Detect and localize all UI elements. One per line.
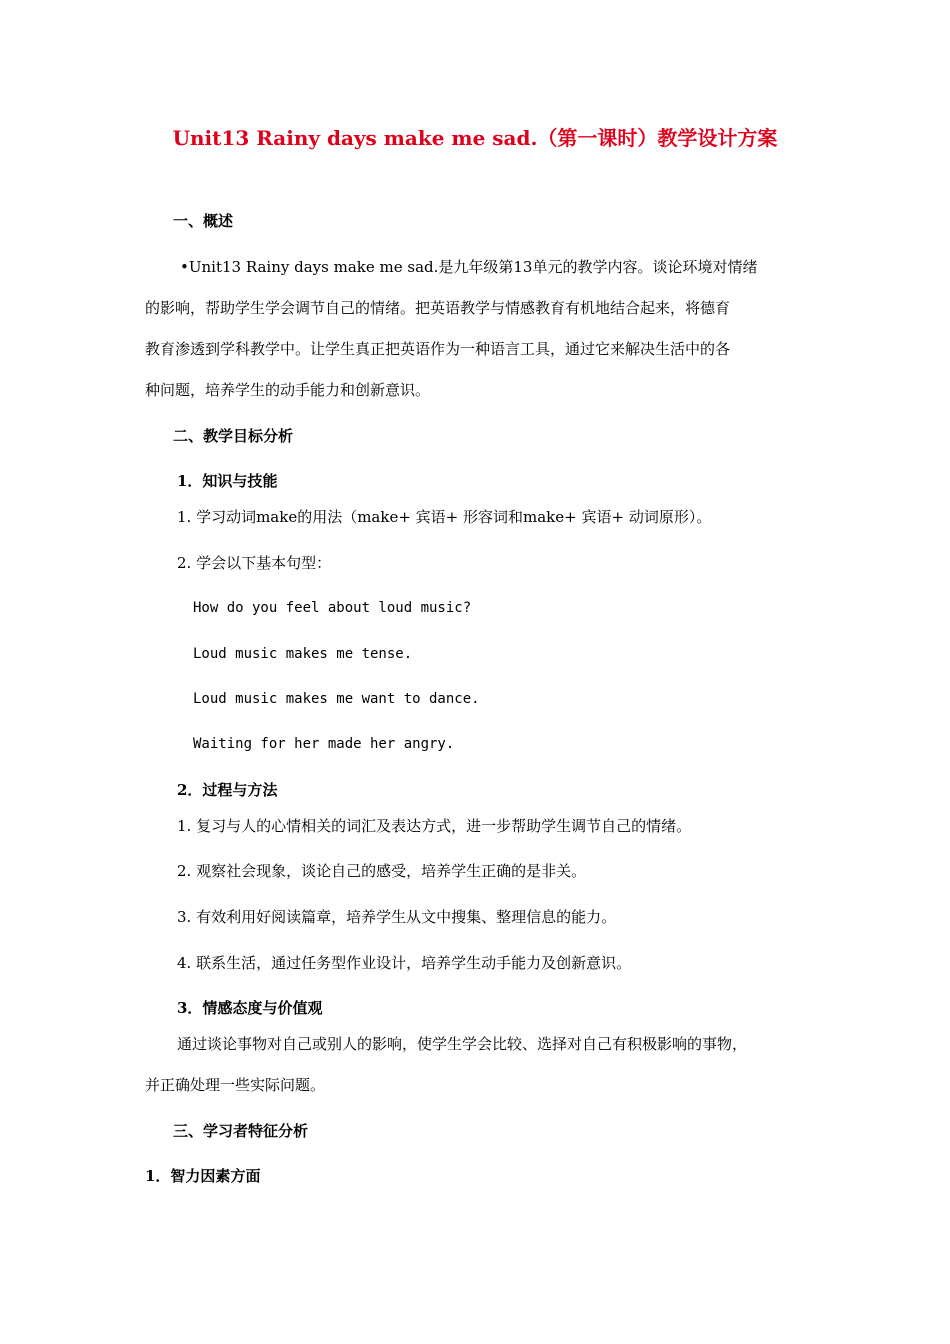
process-item: 1. 复习与人的心情相关的词汇及表达方式，进一步帮助学生调节自己的情绪。 (177, 817, 692, 835)
overview-paragraph-line: 的影响，帮助学生学会调节自己的情绪。把英语教学与情感教育有机地结合起来，将德育 (145, 299, 731, 317)
section-heading-learners: 三、学习者特征分析 (173, 1122, 309, 1140)
process-item: 4. 联系生活，通过任务型作业设计，培养学生动手能力及创新意识。 (177, 954, 632, 972)
emotion-paragraph-line: 通过谈论事物对自己或别人的影响，使学生学会比较、选择对自己有积极影响的事物， (177, 1035, 748, 1053)
document-title: Unit13 Rainy days make me sad.（第一课时）教学设计方案 (172, 126, 778, 150)
section-heading-objectives: 二、教学目标分析 (173, 427, 294, 445)
section-heading-overview: 一、概述 (173, 212, 234, 230)
subheading-emotion: 3．情感态度与价值观 (177, 999, 323, 1017)
emotion-paragraph-line: 并正确处理一些实际问题。 (145, 1076, 326, 1094)
subheading-knowledge: 1．知识与技能 (177, 472, 278, 490)
process-item: 2. 观察社会现象，谈论自己的感受，培养学生正确的是非关。 (177, 862, 587, 880)
example-sentence: How do you feel about loud music? (193, 600, 472, 616)
knowledge-item: 2. 学会以下基本句型： (177, 554, 332, 572)
subheading-intellectual-factors: 1．智力因素方面 (145, 1167, 261, 1185)
subheading-process: 2．过程与方法 (177, 781, 278, 799)
example-sentence: Loud music makes me tense. (193, 646, 413, 662)
example-sentence: Waiting for her made her angry. (193, 736, 455, 752)
knowledge-item: 1. 学习动词make的用法（make+ 宾语+ 形容词和make+ 宾语+ 动词原形）。 (177, 508, 712, 526)
process-item: 3. 有效利用好阅读篇章，培养学生从文中搜集、整理信息的能力。 (177, 908, 617, 926)
overview-paragraph-line: 种问题，培养学生的动手能力和创新意识。 (145, 381, 431, 399)
overview-paragraph-line: •Unit13 Rainy days make me sad.是九年级第13单元的教学内容。谈论环境对情绪 (180, 258, 758, 276)
example-sentence: Loud music makes me want to dance. (193, 691, 480, 707)
overview-paragraph-line: 教育渗透到学科教学中。让学生真正把英语作为一种语言工具，通过它来解决生活中的各 (145, 340, 731, 358)
